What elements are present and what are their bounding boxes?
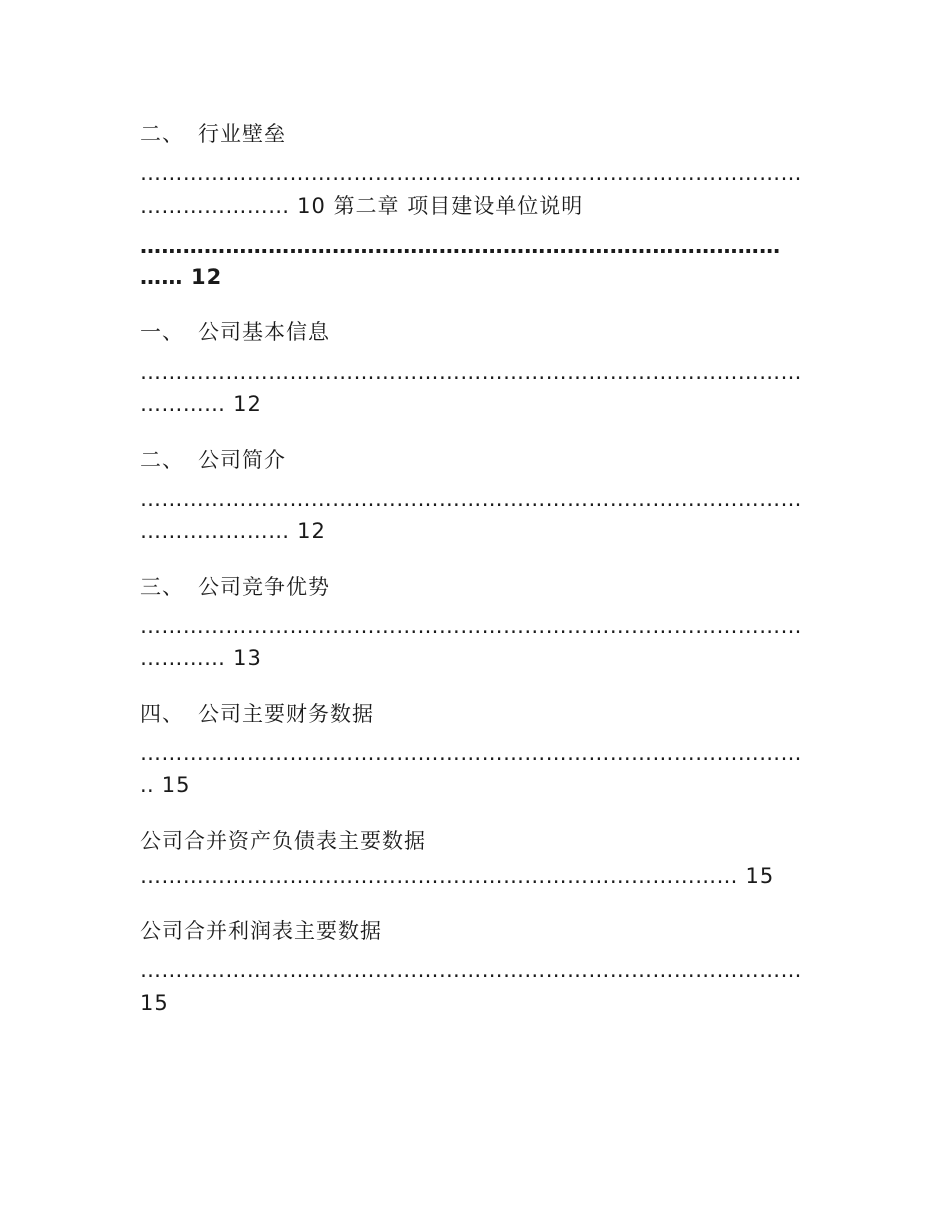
toc-page-number: 12 — [233, 392, 262, 416]
toc-leader: ………………………………………………………………………………… — [140, 360, 802, 384]
toc-entry-chapter-2-line[interactable] — [140, 196, 583, 217]
toc-number: 一、 — [140, 320, 184, 344]
toc-leader: ………………… — [140, 194, 290, 218]
toc-title: 公司基本信息 — [198, 320, 330, 344]
toc-leader: ………………………………………………………………………………… — [140, 161, 802, 185]
toc-number: 四、 — [140, 702, 184, 726]
toc-number: 二、 — [140, 448, 184, 472]
toc-entry-income-statement[interactable] — [140, 921, 382, 942]
toc-title: 行业壁垒 — [198, 122, 286, 146]
toc-page-line — [140, 775, 190, 796]
toc-leader: .. — [140, 773, 155, 797]
toc-page-line — [140, 521, 326, 542]
toc-entry-company-profile[interactable] — [140, 450, 286, 471]
toc-page-number: 15 — [140, 991, 169, 1015]
toc-leader: ………………………………………………………………………… — [140, 864, 738, 888]
toc-leader: ………… — [140, 392, 226, 416]
chapter-page-number: 12 — [191, 265, 223, 289]
toc-entry-balance-sheet[interactable] — [140, 831, 426, 852]
toc-entry-financial-data[interactable] — [140, 704, 374, 725]
chapter-leader: …… — [140, 265, 183, 289]
toc-title: 公司合并利润表主要数据 — [140, 919, 382, 943]
toc-page-line — [140, 866, 774, 887]
toc-leader: ………………………………………………………………………………… — [140, 741, 802, 765]
toc-page-number: 15 — [745, 864, 775, 888]
toc-title: 公司主要财务数据 — [198, 702, 374, 726]
toc-page-number: 12 — [297, 519, 326, 543]
toc-page-number: 10 — [297, 194, 326, 218]
toc-page-line — [140, 394, 262, 415]
toc-page-line — [140, 648, 262, 669]
toc-entry-competitive-advantages[interactable] — [140, 577, 330, 598]
toc-leader: ………… — [140, 646, 226, 670]
chapter-leader: ……………………………………………………………………………… — [140, 234, 781, 258]
toc-leader: ………………………………………………………………………………… — [140, 487, 802, 511]
toc-leader: ………………………………………………………………………………… — [140, 614, 802, 638]
toc-number: 二、 — [140, 122, 184, 146]
toc-title: 公司简介 — [198, 448, 286, 472]
toc-title: 公司竞争优势 — [198, 575, 330, 599]
toc-leader: ………………… — [140, 519, 290, 543]
chapter-page-line — [140, 267, 222, 288]
toc-entry-company-basic-info[interactable] — [140, 322, 330, 343]
toc-leader: ………………………………………………………………………………… — [140, 958, 802, 982]
toc-entry-industry-barriers[interactable] — [140, 124, 286, 145]
chapter-title: 第二章 项目建设单位说明 — [333, 194, 584, 218]
toc-title: 公司合并资产负债表主要数据 — [140, 829, 426, 853]
toc-page-number: 13 — [233, 646, 262, 670]
toc-page-number: 15 — [161, 773, 191, 797]
toc-number: 三、 — [140, 575, 184, 599]
